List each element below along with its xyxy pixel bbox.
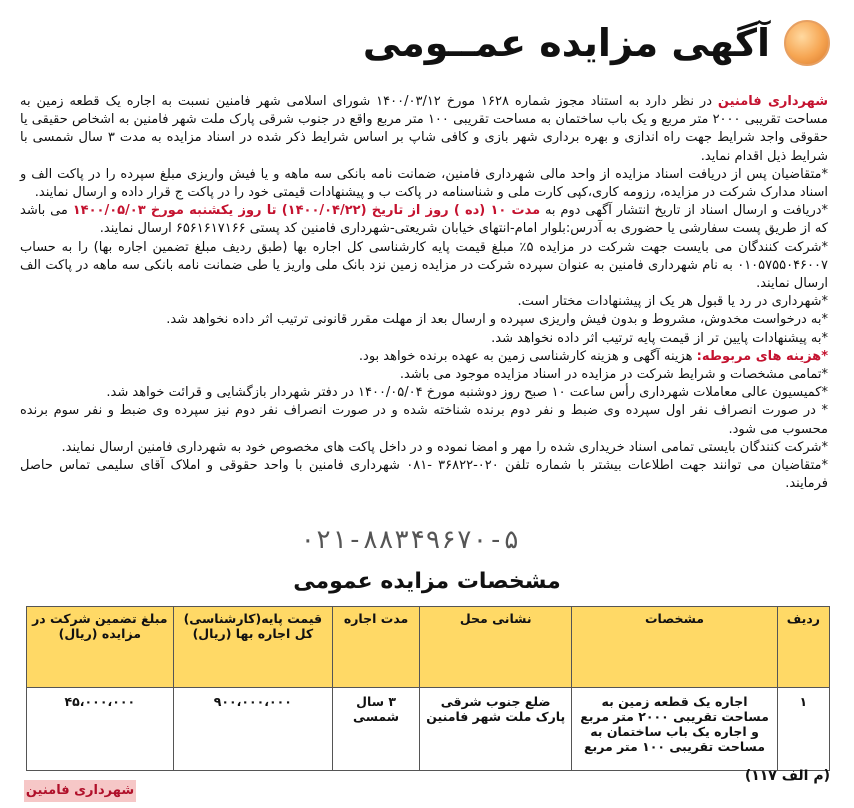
- orange-circle-icon: [784, 20, 830, 66]
- cell-address: ضلع جنوب شرقی پارک ملت شهر فامنین: [420, 688, 572, 771]
- condition-10: * در صورت انصراف نفر اول سپرده وی ضبط و نفر دوم برنده شناخته شده و در صورت انصراف نفر دوم نیز سپرده وی ضبط و نفر سوم برنده محسوب می شود.: [20, 403, 828, 437]
- condition-2: [20, 202, 828, 238]
- header-base-price: قیمت پایه(کارشناسی) کل اجاره بها (ریال): [173, 607, 332, 688]
- condition-2-post: می باشد که از طریق پست سفارشی یا حضوری به آدرس:بلوار امام-انتهای خیابان شریعتی-شهرداری فامنین کد پستی ۶۵۶۱۶۱۷۱۶۶ ارسال نمایند.: [20, 203, 828, 237]
- header-address: نشانی محل: [420, 607, 572, 688]
- header-row-number: ردیف: [777, 607, 829, 688]
- condition-5: *به درخواست مخدوش، مشروط و بدون فیش واریزی سپرده و ارسال بعد از مهلت مقرر قانونی ترتیب اثر داده نخواهد شد.: [166, 312, 828, 328]
- condition-12: *متقاضیان می توانند جهت اطلاعات بیشتر با شماره تلفن ۰۲۰-۳۶۸۲۲ -۰۸۱ شهرداری فامنین با واحد حقوقی و املاک آقای سلیمی تماس حاصل فرمایند.: [20, 458, 828, 492]
- table-header-row: [27, 607, 830, 688]
- condition-2-deadline: مدت ۱۰ (ده ) روز از تاریخ (۱۴۰۰/۰۴/۲۲) تا روز یکشنبه مورخ ۱۴۰۰/۰۵/۰۳: [72, 203, 541, 219]
- announcement-body: [20, 93, 828, 493]
- condition-3: *شرکت کنندگان می بایست جهت شرکت در مزایده ۵٪ مبلغ قیمت پایه کارشناسی کل اجاره بها (طبق ردیف مبلغ تضمین اجاره بها) را به حساب ۰۱۰۵۷۵۵۰۴۶۰۰۷ به نام شهرداری فامنین به عنوان سپرده شرکت در مزایده زمین نزد بانک ملی واریز یا طی ضمانت نامه بانکی سه ماهه در پاکت الف ارسال نمایند.: [20, 239, 829, 292]
- intro-paragraph: [20, 93, 828, 166]
- specifications-table: [26, 606, 830, 771]
- organization-name: شهرداری فامنین: [717, 94, 828, 109]
- watermark-phone: ۰۲۱-۸۸۳۴۹۶۷۰-۵: [300, 525, 520, 555]
- section-title: مشخصات مزایده عمومی: [293, 569, 561, 594]
- condition-1: *متقاضیان پس از دریافت اسناد مزایده از واحد مالی شهرداری فامنین، ضمانت نامه بانکی سه ماهه و یا فیش واریزی مبلغ سپرده را در پاکت الف و اسناد مدارک شرکت در مزایده، رزومه کاری،کپی کارت ملی و شناسنامه در پاکت ب و پیشنهادات قیمتی خود را در پاکت ج قرار داده و ارسال نمایند.: [20, 166, 828, 201]
- condition-7-label: *هزینه های مربوطه:: [696, 348, 828, 364]
- cell-base-price: ۹۰۰،۰۰۰،۰۰۰: [173, 688, 332, 771]
- condition-8: *تمامی مشخصات و شرایط شرکت در مزایده در اسناد مزایده موجود می باشد.: [399, 367, 828, 383]
- header-duration: مدت اجاره: [333, 607, 420, 688]
- header-spec: مشخصات: [572, 607, 777, 688]
- table-row: [27, 688, 830, 771]
- cell-guarantee: ۴۵،۰۰۰،۰۰۰: [27, 688, 174, 771]
- reference-code: (م الف ۱۱۷): [744, 768, 830, 784]
- condition-7-text: هزینه آگهی و هزینه کارشناسی زمین به عهده برنده خواهد بود.: [358, 348, 697, 364]
- condition-7: [20, 348, 828, 366]
- page-title: آگهی مزایده عمــومی: [362, 21, 770, 65]
- cell-row-number: ۱: [777, 688, 829, 771]
- condition-4: *شهرداری در رد یا قبول هر یک از پیشنهادات مختار است.: [517, 294, 828, 310]
- condition-2-pre: *دریافت و ارسال اسناد از تاریخ انتشار آگهی دوم به: [540, 203, 829, 219]
- cell-spec: اجاره یک قطعه زمین به مساحت تقریبی ۲۰۰۰ متر مربع و اجاره یک باب ساختمان به مساحت تقریبی ۱۰۰ متر مربع: [572, 688, 777, 771]
- footer-organization: شهرداری فامنین: [24, 780, 136, 802]
- cell-duration: ۳ سال شمسی: [333, 688, 420, 771]
- condition-6: *به پیشنهادات پایین تر از قیمت پایه ترتیب اثر داده نخواهد شد.: [491, 330, 828, 346]
- condition-11: *شرکت کنندگان بایستی تمامی اسناد خریداری شده را مهر و امضا نموده و در داخل پاکت های مخصوص خود به شهرداری فامنین ارسال نمایند.: [61, 439, 828, 455]
- condition-9: *کمیسیون عالی معاملات شهرداری رأس ساعت ۱۰ صبح روز دوشنبه مورخ ۱۴۰۰/۰۵/۰۴ در دفتر شهردار بازگشایی و قرائت خواهد شد.: [106, 385, 828, 401]
- header-guarantee: مبلغ تضمین شرکت در مزایده (ریال): [27, 607, 174, 688]
- intro-text: در نظر دارد به استناد مجوز شماره ۱۶۲۸ مورخ ۱۴۰۰/۰۳/۱۲ شورای اسلامی شهر فامنین نسبت به اجاره یک قطعه زمین به مساحت تقریبی ۲۰۰۰ متر مربع و یک باب ساختمان به مساحت تقریبی ۱۰۰ متر مربع واقع در جنوب شرقی پارک ملت شهر فامنین به اشخاص حقیقی یا حقوقی واجد شرایط جهت راه اندازی و بهره برداری شهر بازی و کافی شاپ بر اساس شرایط ذکر شده در اسناد مزایده به مدت ۳ سال شمسی با شرایط ذیل اقدام نماید.: [20, 94, 828, 164]
- header: [363, 12, 830, 74]
